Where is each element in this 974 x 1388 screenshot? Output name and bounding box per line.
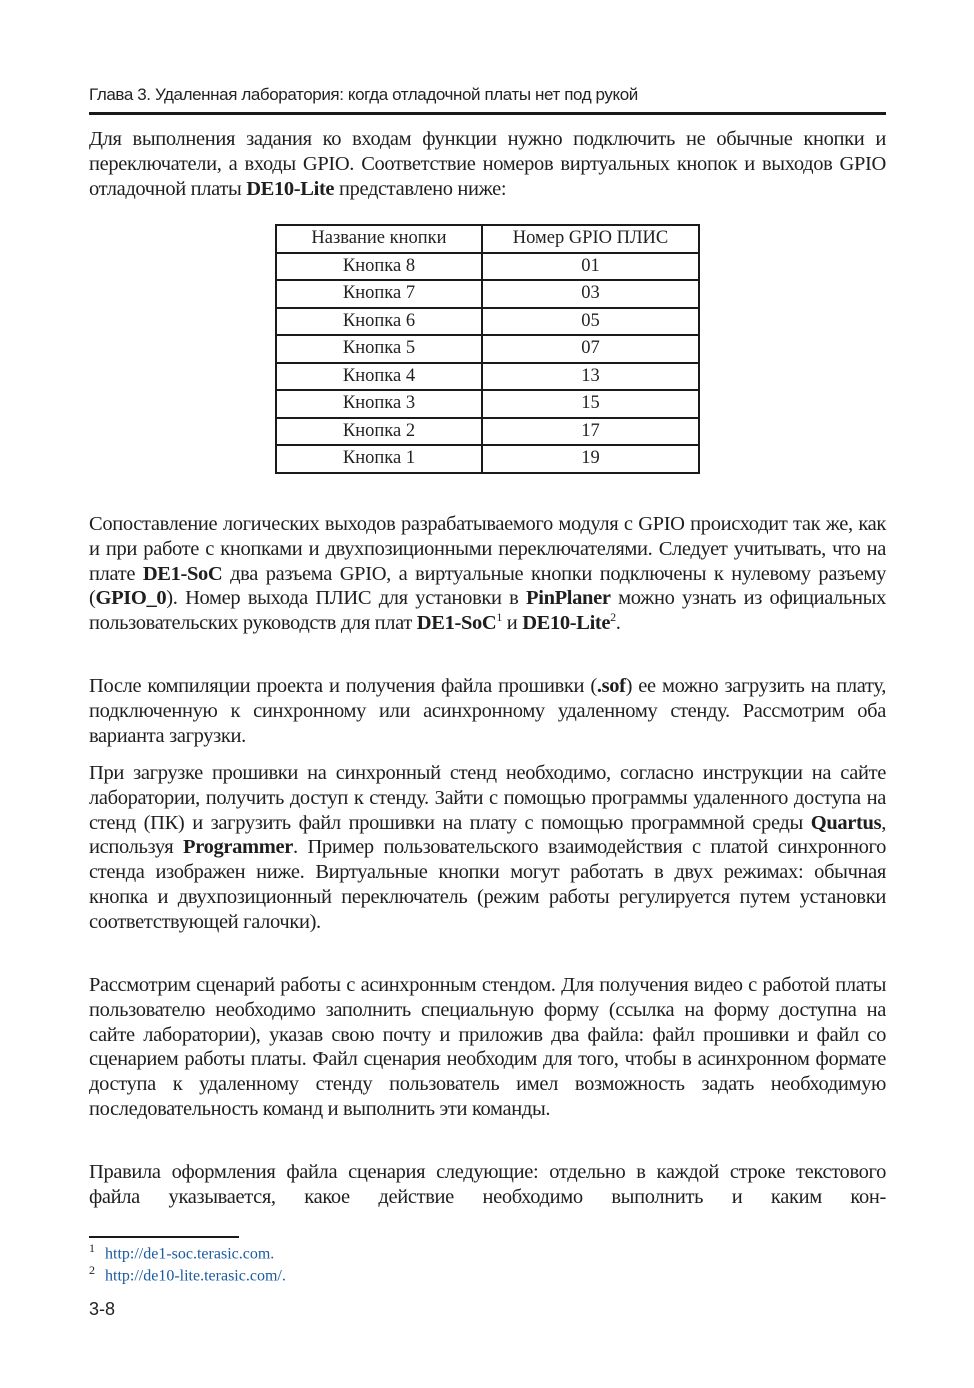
- cell-gpio: 13: [482, 363, 699, 391]
- bold-term: GPIO_0: [95, 587, 167, 610]
- bold-term: Programmer: [183, 836, 293, 859]
- cell-gpio: 03: [482, 280, 699, 308]
- footnote-link[interactable]: http://de10-lite.terasic.com/.: [105, 1267, 286, 1285]
- cell-button: Кнопка 5: [276, 335, 482, 363]
- paragraph-scenario-rules: [89, 1160, 886, 1210]
- paragraph-async-stand: [89, 973, 886, 1122]
- table-row: [276, 335, 699, 363]
- gpio-mapping-table: [275, 224, 700, 474]
- table-row: [276, 390, 699, 418]
- text: При загрузке прошивки на синхронный стенд необходимо, согласно инструкции на сайте лаборатории, получить доступ к стенду. Зайти с помощью программы удаленного доступа на стенд (ПК) и загрузить файл прошивки на плату с помощью программной среды: [89, 762, 886, 834]
- bold-term: PinPlaner: [526, 587, 611, 610]
- bold-term: DE10-Lite: [246, 177, 335, 200]
- text: Для выполнения задания ко входам функции нужно подключить не обычные кнопки и переключатели, а входы GPIO. Соответствие номеров виртуальных кнопок и выходов GPIO отладочной платы: [89, 128, 886, 200]
- footnote-1: [89, 1241, 274, 1263]
- paragraph-gpio-mapping: [89, 512, 886, 636]
- footnote-number: 1: [89, 1241, 95, 1255]
- bold-term: DE1-SoC: [416, 612, 497, 635]
- text: Правила оформления файла сценария следующие: отдельно в каждой строке текстового файла указывается, какое действие необходимо выполнить и каким кон-: [89, 1161, 886, 1208]
- paragraph-gpio-intro: [89, 127, 886, 201]
- table-header-row: [276, 225, 699, 253]
- cell-button: Кнопка 3: [276, 390, 482, 418]
- column-header-gpio-number: Номер GPIO ПЛИС: [482, 225, 699, 253]
- bold-term: DE1-SoC: [142, 562, 223, 585]
- text: После компиляции проекта и получения файла прошивки (: [89, 675, 597, 697]
- paragraph-compilation: [89, 674, 886, 748]
- cell-button: Кнопка 1: [276, 445, 482, 473]
- paragraph-sync-stand: [89, 761, 886, 935]
- cell-button: Кнопка 7: [276, 280, 482, 308]
- footnote-number: 2: [89, 1263, 95, 1277]
- cell-gpio: 05: [482, 308, 699, 336]
- cell-button: Кнопка 4: [276, 363, 482, 391]
- text: ). Номер выхода ПЛИС для установки в: [166, 587, 527, 610]
- footnote-ref-2[interactable]: 2: [610, 610, 616, 625]
- table-row: [276, 418, 699, 446]
- footnote-rule: [89, 1236, 239, 1238]
- table-row: [276, 253, 699, 281]
- running-header: Глава 3. Удаленная лаборатория: когда отладочной платы нет под рукой: [89, 85, 638, 104]
- cell-button: Кнопка 6: [276, 308, 482, 336]
- footnote-link[interactable]: http://de1-soc.terasic.com.: [105, 1245, 275, 1263]
- cell-gpio: 07: [482, 335, 699, 363]
- cell-button: Кнопка 8: [276, 253, 482, 281]
- table-row: [276, 363, 699, 391]
- header-rule: [89, 112, 886, 115]
- text: , используя: [89, 811, 886, 859]
- text: Рассмотрим сценарий работы с асинхронным стендом. Для получения видео с работой платы пользователю необходимо заполнить специальную форму (ссылка на форму доступна на сайте лаборатории), указав свою почту и приложив два файла: файл прошивки и файл со сценарием работы платы. Файл сценария необходим для того, чтобы в асинхронном формате доступа к удаленному стенду пользователь имел возможность задать необходимую последовательность команд и выполнить эти команды.: [89, 974, 886, 1120]
- footnote-ref-1[interactable]: 1: [496, 610, 503, 625]
- table-row: [276, 445, 699, 473]
- text: Сопоставление логических выходов разрабатываемого модуля с GPIO происходит так же, как и при работе с кнопками и двухпозиционными переключателями. Следует учитывать, что на плате: [89, 513, 886, 585]
- table-row: [276, 308, 699, 336]
- cell-gpio: 01: [482, 253, 699, 281]
- cell-button: Кнопка 2: [276, 418, 482, 446]
- page-number: 3-8: [89, 1299, 116, 1319]
- bold-term: .sof: [596, 675, 626, 697]
- cell-gpio: 15: [482, 390, 699, 418]
- cell-gpio: 19: [482, 445, 699, 473]
- text: .: [615, 612, 621, 635]
- text: представлено ниже:: [334, 177, 507, 200]
- text: и: [502, 612, 523, 635]
- column-header-button-name: Название кнопки: [276, 225, 482, 253]
- text: два разъема GPIO, а виртуальные кнопки подключены к нулевому разъему (: [89, 562, 886, 610]
- footnote-2: [89, 1263, 286, 1285]
- cell-gpio: 17: [482, 418, 699, 446]
- text: . Пример пользовательского взаимодействия с платой синхронного стенда изображен ниже. Виртуальные кнопки могут работать в двух режимах: обычная кнопка и двухпозиционный переключатель (режим работы регулируется путем установки соответствующей галочки).: [89, 836, 886, 933]
- table-row: [276, 280, 699, 308]
- text: ) ее можно загрузить на плату, подключенную к синхронному или асинхронному удаленному стенду. Рассмотрим оба варианта загрузки.: [89, 675, 886, 747]
- bold-term: Quartus: [810, 811, 882, 834]
- text: можно узнать из официальных пользовательских руководств для плат: [89, 587, 887, 635]
- bold-term: DE10-Lite: [522, 612, 611, 635]
